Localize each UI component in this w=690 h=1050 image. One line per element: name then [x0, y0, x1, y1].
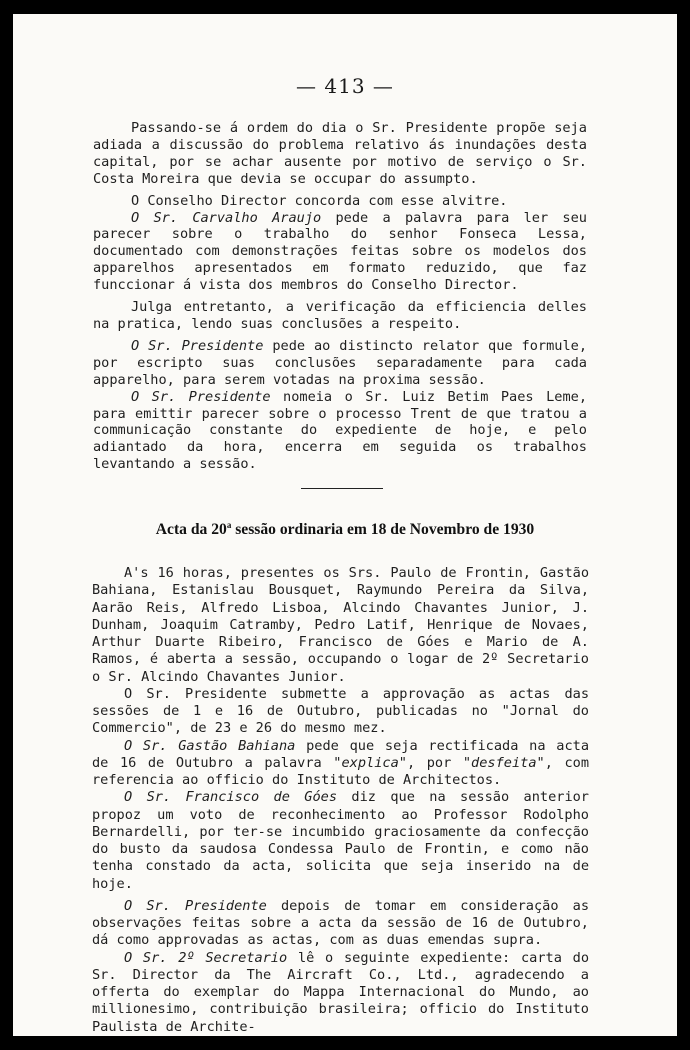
document-page — [13, 14, 677, 1036]
paragraph: O Sr. Gastão Bahiana pede que seja rectificada na acta de 16 de Outubro a palavra "explica", por "desfeita", com referencia ao officio do Instituto de Architectos. — [92, 737, 590, 788]
paragraph: A's 16 horas, presentes os Srs. Paulo de Frontin, Gastão Bahiana, Estanislau Bousquet, Raymundo Pereira da Silva, Aarão Reis, Alfredo Lisboa, Alcindo Chavantes Junior, J. Dunham, Joaquim Catramby, Pedro Latif, Henrique de Novaes, Arthur Duarte Ribeiro, Francisco de Góes e Mario de A. Ramos, é aberta a sessão, occupando o logar de 2º Secretario o Sr. Alcindo Chavantes Junior. — [92, 565, 589, 685]
paragraph: O Sr. Presidente nomeia o Sr. Luiz Betim Paes Leme, para emittir parecer sobre o processo Trent de que tratou a communicação constante do expediente de hoje, e pelo adiantado da hora, encerra em seguida os trabalhos levantando a sessão. — [93, 388, 588, 473]
speaker-name: O Sr. Presidente — [124, 897, 267, 914]
page-number: — 413 — — [296, 74, 394, 98]
paragraph: O Sr. Francisco de Góes diz que na sessão anterior propoz um voto de reconhecimento ao Professor Rodolpho Bernardelli, por ter-se incumbido graciosamente da confecção do busto da saudosa Condessa Paulo de Frontin, e como não tenha constado da acta, solicita que seja inserido na de hoje. — [92, 789, 589, 892]
section-divider — [301, 488, 383, 489]
speaker-name: O Sr. Gastão Bahiana — [124, 737, 296, 754]
paragraph: O Sr. Presidente depois de tomar em consideração as observações feitas sobre a acta da sessão de 16 de Outubro, dá como approvadas as actas, com as duas emendas supra. — [92, 897, 590, 949]
paragraph: O Sr. 2º Secretario lê o seguinte expediente: carta do Sr. Director da The Aircraft Co., Ltd., agradecendo a offerta do exemplar do Mappa Internacional do Mundo, ao millionesimo, contribuição brasileira; officio do Instituto Paulista de Archite- — [92, 949, 590, 1035]
paragraph: Julga entretanto, a verificação da efficiencia delles na pratica, lendo suas conclusões a respeito. — [93, 299, 587, 332]
paragraph: O Sr. Presidente submette a approvação as actas das sessões de 1 e 16 de Outubro, publicadas no "Jornal do Commercio", de 23 e 26 do mesmo mez. — [92, 685, 589, 737]
speaker-name: O Sr. Francisco de Góes — [124, 789, 338, 806]
quoted-word: "explica" — [333, 754, 407, 771]
minutes-20th-session — [92, 565, 589, 1036]
minutes-previous-session — [93, 120, 587, 473]
paragraph: Passando-se á ordem do dia o Sr. Presidente propõe seja adiada a discussão do problema relativo ás inundações desta capital, por se achar ausente por motivo de serviço o Sr. Costa Moreira que devia se occupar do assumpto. — [93, 120, 587, 187]
paragraph: O Conselho Director concorda com esse alvitre. — [131, 192, 508, 209]
speaker-name: O Sr. Presidente — [131, 337, 264, 354]
speaker-name: O Sr. Presidente — [131, 388, 271, 405]
speaker-name: O Sr. Carvalho Araujo — [131, 209, 322, 226]
section-heading: Acta da 20$^a$ sessão ordinaria em 18 de Novembro de 1930 — [155, 520, 535, 539]
quoted-word: "desfeita" — [462, 754, 545, 771]
paragraph: O Sr. Presidente pede ao distincto relator que formule, por escripto suas conclusões separadamente para cada apparelho, para serem votadas na proxima sessão. — [93, 337, 588, 388]
paragraph: O Sr. Carvalho Araujo pede a palavra para ler seu parecer sobre o trabalho do senhor Fonseca Lessa, documentado com demonstrações feitas sobre os modelos dos apparelhos apresentados em formato reduzido, que faz funccionar á vista dos membros do Conselho Director. — [93, 209, 587, 294]
speaker-name: O Sr. 2º Secretario — [124, 949, 288, 966]
